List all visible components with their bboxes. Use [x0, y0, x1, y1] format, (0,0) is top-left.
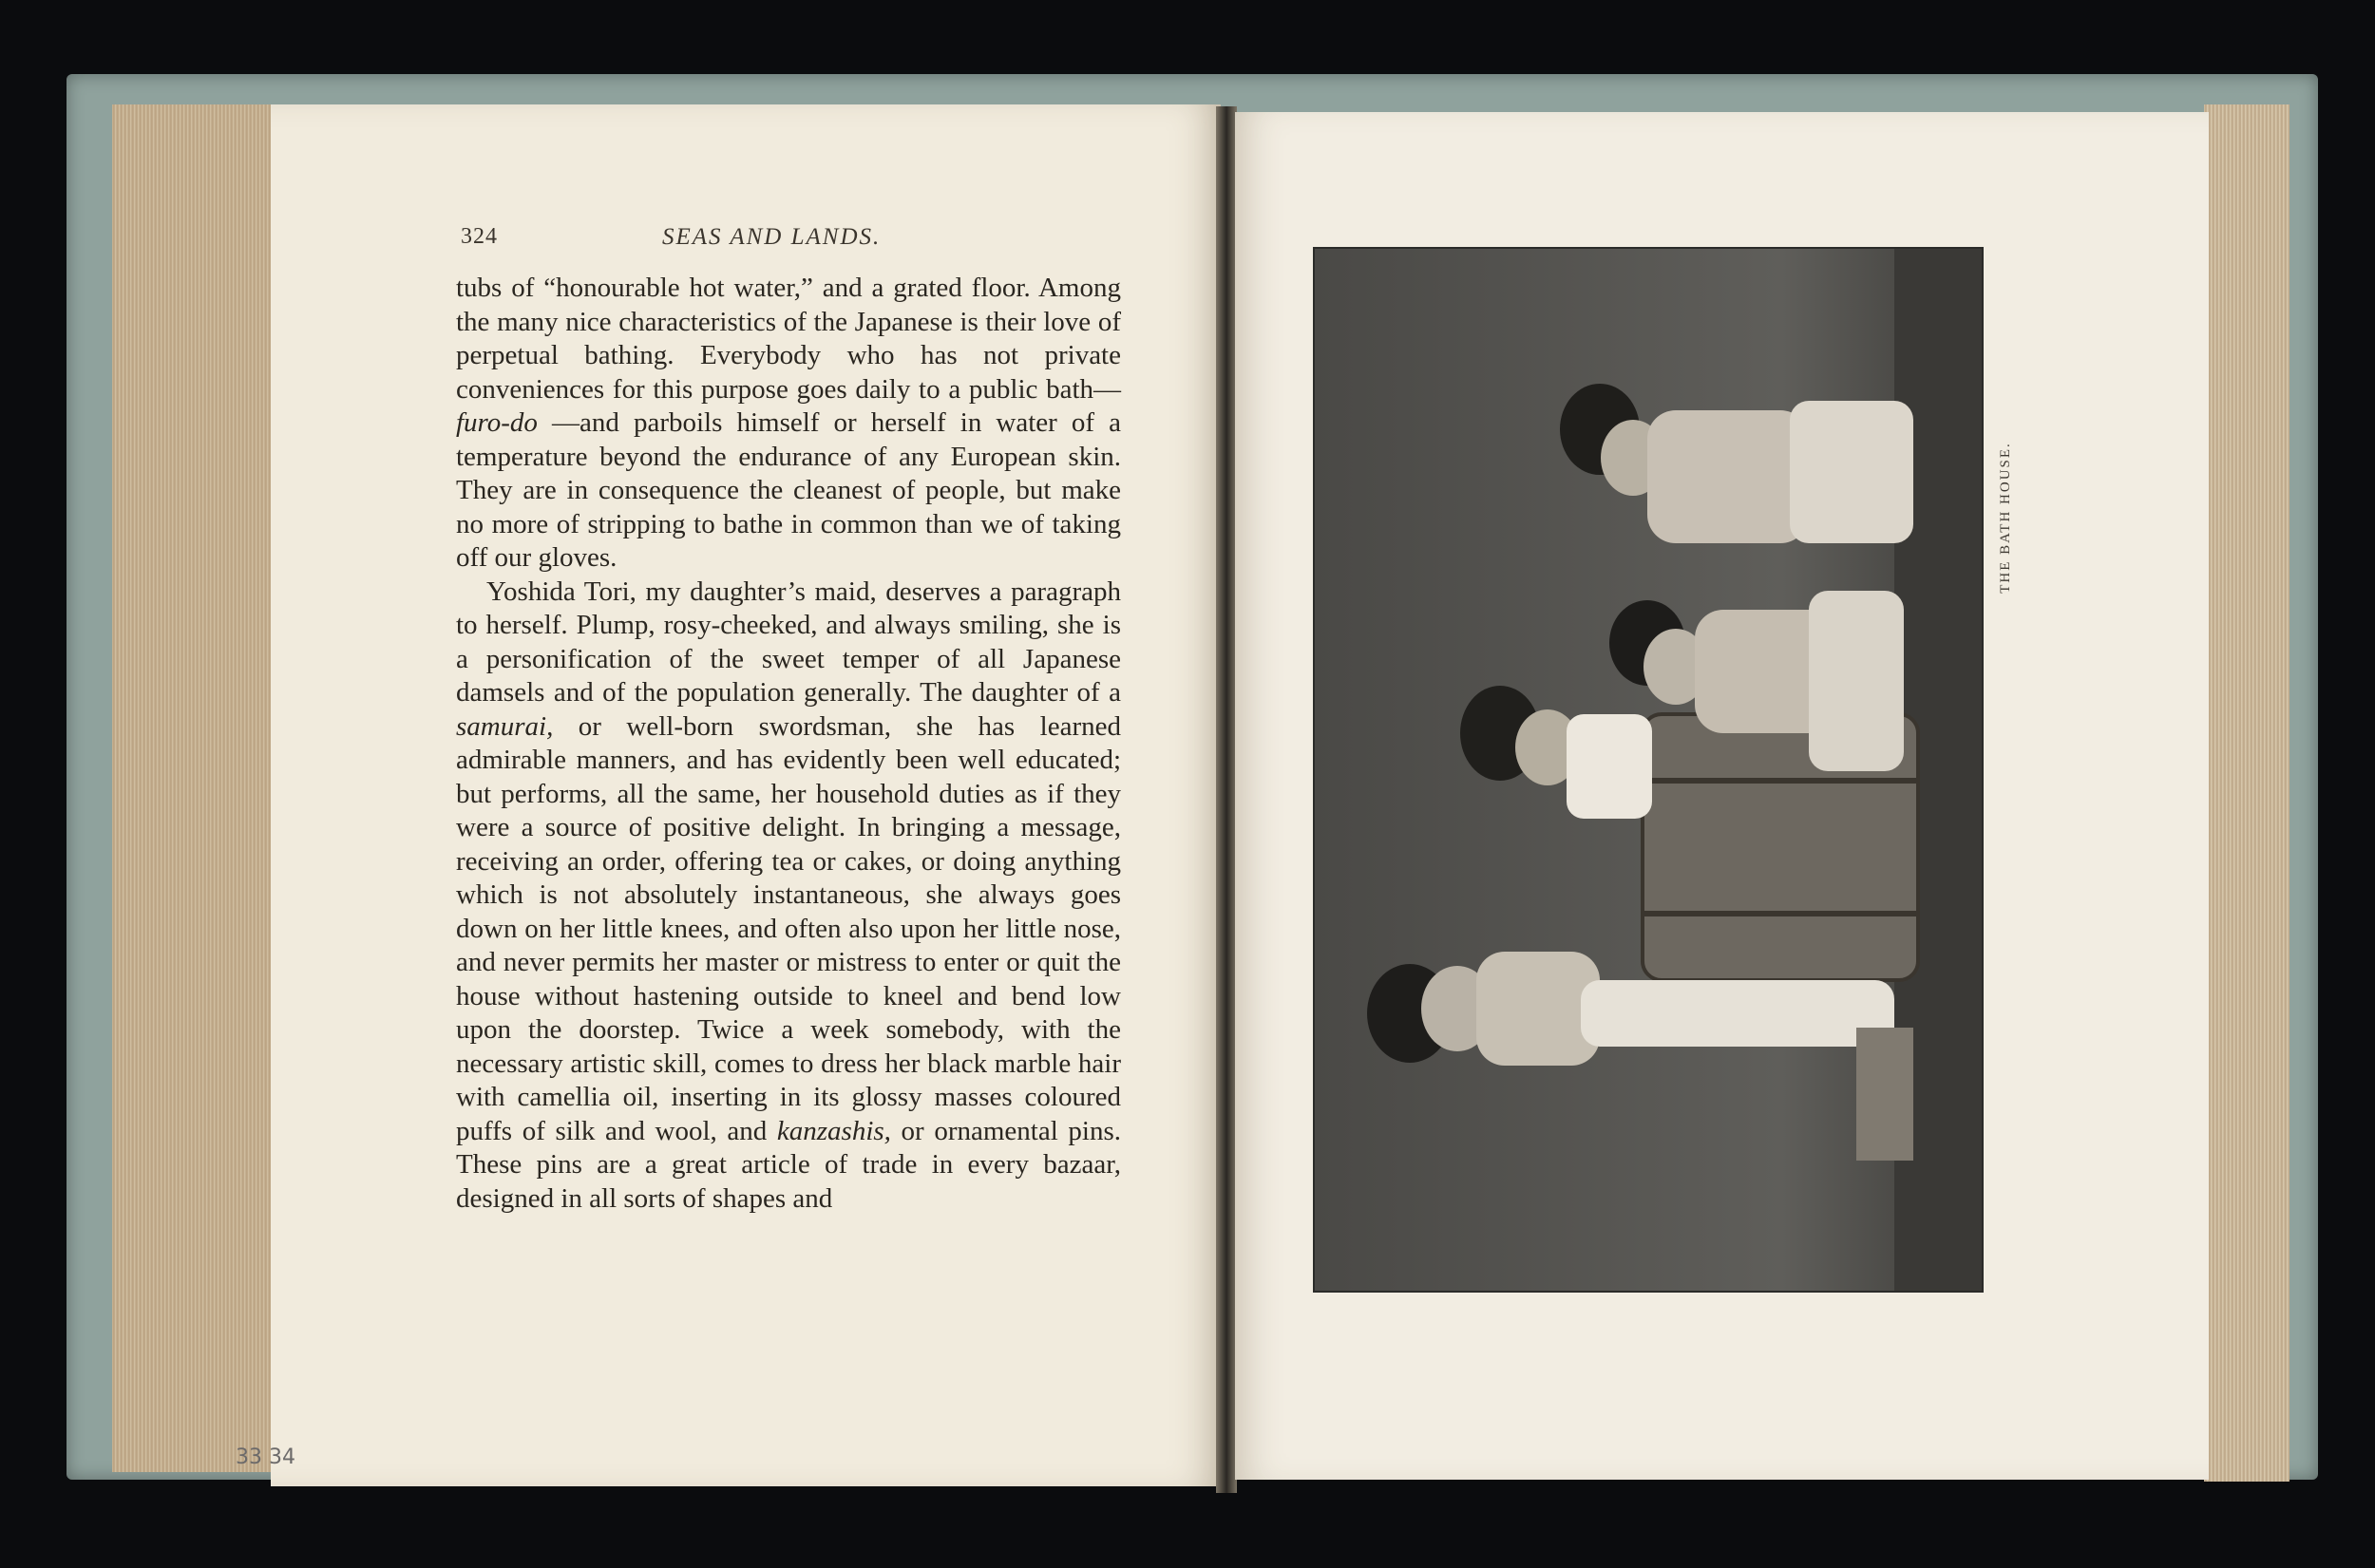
book-gutter	[1216, 106, 1237, 1493]
running-head	[461, 224, 907, 255]
page-number: 324	[461, 224, 498, 249]
text-run: or ornamental pins. These pins are a great article of trade in every bazaar, designed in all sorts of shapes and	[456, 1115, 1121, 1214]
body-text	[456, 272, 1121, 1216]
text-run: —and parboils himself or herself in water of a temperature beyond the endurance of any European skin. They are in consequence the cleanest of people, but make no more of stripping to bathe in common than we of taking off our gloves.	[456, 407, 1121, 573]
photograph-image	[1315, 249, 1982, 1291]
bath-house-photograph	[1313, 247, 1984, 1293]
text-run: Yoshida Tori, my daughter’s maid, deserves a paragraph to herself. Plump, rosy-cheeked, and always smiling, she is a personification of the sweet temper of all Japanese damsels and of the population generally. The daughter of a	[456, 576, 1121, 708]
text-run: or well-born swordsman, she has learned admirable manners, and has evidently been well educated; but performs, all the same, her household duties as if they were a source of positive delight. In bringing a message, receiving an order, offering tea or cakes, or doing anything which is not absolutely instantaneous, she always goes down on her little knees, and often also upon her little nose, and never permits her master or mistress to enter or quit the house without hastening outside to kneel and bend low upon the doorstep. Twice a week somebody, with the necessary artistic skill, comes to dress her black marble hair with camellia oil, inserting in its glossy masses coloured puffs of silk and wool, and	[456, 710, 1121, 1146]
italic-term: samurai,	[456, 710, 554, 742]
text-run: tubs of “honourable hot water,” and a grated floor. Among the many nice characteristics of the Japanese is their love of perpetual bathing. Everybody who has not private conveniences for this purpose goes daily to a public bath—	[456, 273, 1121, 405]
running-head-title: SEAS AND LANDS.	[662, 224, 882, 250]
italic-term: furo-do	[456, 407, 538, 438]
page-edges-right	[2204, 104, 2290, 1482]
plate-caption: THE BATH HOUSE.	[1998, 442, 2013, 594]
page-edges-left	[112, 104, 278, 1472]
italic-term: kanzashis,	[776, 1115, 891, 1146]
paragraph-bathing	[456, 272, 1121, 576]
paragraph-yoshida-tori	[456, 576, 1121, 1217]
pencil-annotation: 33 34	[236, 1445, 295, 1469]
